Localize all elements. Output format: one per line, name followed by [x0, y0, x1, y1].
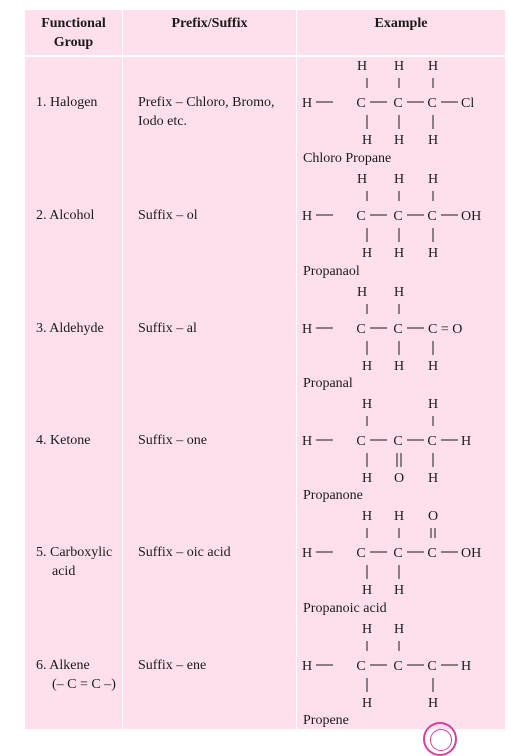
atom-main-4: C	[427, 546, 437, 561]
atom-main-4: C	[427, 209, 437, 224]
row-2-structure	[302, 169, 502, 279]
atom-main-5: H	[461, 659, 472, 674]
row-3-example-name: Propanal	[303, 376, 353, 391]
atom-bottom-1: H	[361, 359, 373, 374]
atom-main-1: H	[302, 434, 313, 449]
row-5-example-name: Propanoic acid	[303, 601, 387, 616]
atom-top-2: H	[393, 172, 405, 187]
atom-top-2: H	[393, 509, 405, 524]
row-4-example-name: Propanone	[303, 488, 363, 503]
atom-main-2: C	[356, 659, 366, 674]
row-6-group-line2: (– C = C –)	[52, 677, 116, 692]
atom-bottom-2: H	[393, 359, 405, 374]
atom-main-4-double-bond-o: C = O	[428, 322, 463, 337]
atom-top-1: H	[356, 172, 368, 187]
atom-main-3: C	[393, 434, 403, 449]
atom-top-1: H	[361, 397, 373, 412]
row-1-prefix: Prefix – Chloro, Bromo,	[138, 95, 275, 110]
atom-top-1: H	[361, 622, 373, 637]
atom-main-3: C	[393, 546, 403, 561]
atom-main-5: OH	[461, 209, 482, 224]
atom-top-1: H	[356, 59, 368, 74]
atom-main-3: C	[393, 209, 403, 224]
atom-main-5: OH	[461, 546, 482, 561]
row-4-group: 4. Ketone	[36, 433, 91, 448]
header-prefix-suffix: Prefix/Suffix	[171, 16, 248, 31]
row-5-prefix: Suffix – oic acid	[138, 545, 231, 560]
row-1-group: 1. Halogen	[36, 95, 98, 110]
column-divider	[122, 10, 123, 729]
atom-bottom-1: H	[361, 246, 373, 261]
atom-main-5: Cl	[461, 96, 475, 111]
row-3-group: 3. Aldehyde	[36, 321, 104, 336]
row-6-prefix: Suffix – ene	[138, 658, 207, 673]
atom-bottom-1: H	[361, 133, 373, 148]
atom-main-2: C	[356, 322, 366, 337]
row-5-group: 5. Carboxylic	[36, 545, 113, 560]
row-2-prefix: Suffix – ol	[138, 208, 198, 223]
atom-top-1: H	[361, 509, 373, 524]
atom-main-2: C	[356, 546, 366, 561]
atom-main-3: C	[393, 659, 403, 674]
atom-bottom-3: H	[427, 359, 439, 374]
atom-main-4: C	[427, 96, 437, 111]
atom-bottom-2: H	[393, 583, 405, 598]
atom-bottom-2: H	[393, 246, 405, 261]
atom-main-1: H	[302, 659, 313, 674]
atom-main-2: C	[356, 434, 366, 449]
row-5-structure	[302, 506, 502, 616]
functional-groups-table	[25, 10, 505, 729]
atom-bottom-1: H	[361, 696, 373, 711]
atom-top-3: O	[427, 509, 439, 524]
atom-top-2: H	[393, 622, 405, 637]
row-1-example-name: Chloro Propane	[303, 151, 392, 166]
watermark-stamp-icon	[423, 722, 457, 756]
header-example: Example	[374, 16, 428, 31]
header-functional-group: Functional Group	[41, 16, 106, 50]
atom-main-2: C	[356, 96, 366, 111]
row-2-group: 2. Alcohol	[36, 208, 95, 223]
atom-top-2: H	[393, 285, 405, 300]
atom-main-1: H	[302, 322, 313, 337]
atom-bottom-3: H	[427, 246, 439, 261]
atom-top-3: H	[427, 397, 439, 412]
atom-top-2: H	[393, 59, 405, 74]
atom-bottom-2: O	[393, 471, 405, 486]
atom-bottom-3: H	[427, 471, 439, 486]
atom-bottom-1: H	[361, 471, 373, 486]
row-2-example-name: Propanaol	[303, 264, 360, 279]
atom-bottom-3: H	[427, 696, 439, 711]
atom-main-1: H	[302, 96, 313, 111]
atom-top-1: H	[356, 285, 368, 300]
atom-main-4: C	[427, 659, 437, 674]
atom-main-2: C	[356, 209, 366, 224]
row-1-structure	[302, 56, 502, 166]
atom-bottom-1: H	[361, 583, 373, 598]
row-1-prefix-line2: Iodo etc.	[138, 114, 187, 129]
row-5-group-line2: acid	[52, 564, 76, 579]
column-divider	[296, 10, 297, 729]
atom-main-4: C	[427, 434, 437, 449]
atom-bottom-3: H	[427, 133, 439, 148]
atom-top-3: H	[427, 172, 439, 187]
row-6-example-name: Propene	[303, 713, 349, 728]
atom-main-1: H	[302, 546, 313, 561]
atom-bottom-2: H	[393, 133, 405, 148]
atom-main-3: C	[393, 322, 403, 337]
atom-main-5: H	[461, 434, 472, 449]
atom-top-3: H	[427, 59, 439, 74]
atom-main-3: C	[393, 96, 403, 111]
row-3-prefix: Suffix – al	[138, 321, 197, 336]
row-4-prefix: Suffix – one	[138, 433, 207, 448]
atom-main-1: H	[302, 209, 313, 224]
row-6-group: 6. Alkene	[36, 658, 90, 673]
